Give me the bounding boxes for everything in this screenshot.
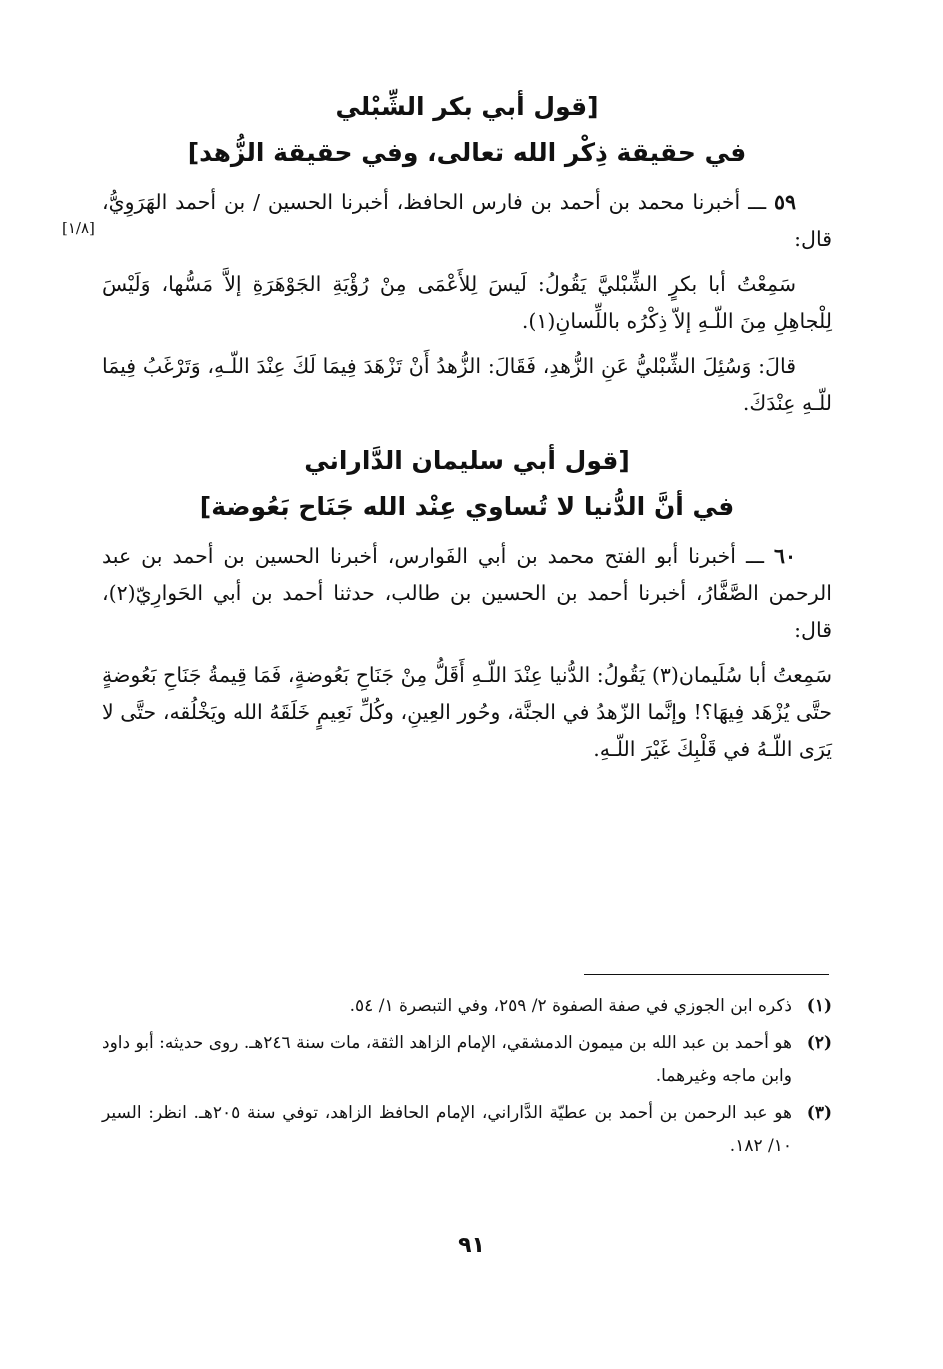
entry-number: ٦٠ [773, 544, 796, 568]
footnote-text: هو عبد الرحمن بن أحمد بن عطيّة الدَّاراني، الإمام الحافظ الزاهد، توفي سنة ٢٠٥هـ. انظر: السير ١٠/ ١٨٢. [102, 1103, 792, 1156]
footnote-item [102, 1027, 832, 1093]
isnad-text: ـــ أخبرنا أبو الفتح محمد بن أبي الفَوارس، أخبرنا الحسين بن أحمد بن عبد الرحمن الصَّفَّارُ، أخبرنا أحمد بن الحسين بن طالب، حدثنا أحمد بن أبي الحَوارِيّ(٢)، قال: [102, 544, 832, 642]
page-number: ٩١ [458, 1233, 485, 1258]
entry-60-isnad [102, 538, 832, 649]
section-spacer [102, 422, 832, 438]
footnote-divider [584, 974, 829, 975]
footnote-text: هو أحمد بن عبد الله بن ميمون الدمشقي، الإمام الزاهد الثقة، مات سنة ٢٤٦هـ. روى حديثه: أبو داود وابن ماجه وغيرهما. [102, 1033, 792, 1086]
entry-59-quote2: قالَ: وَسُئِلَ الشِّبْليُّ عَنِ الزُّهدِ، فَقَالَ: الزُّهدُ أَنْ تَزْهَدَ فِيمَا لَكَ عِنْدَ اللّـهِ، وَتَرْغَبُ فِيمَا للّـهِ عِنْدَكَ. [102, 354, 832, 415]
footnote-item [102, 990, 832, 1023]
isnad-text: ـــ أخبرنا محمد بن أحمد بن فارس الحافظ، أخبرنا الحسين / بن أحمد الهَرَوِيُّ، قال: [102, 190, 832, 251]
section2-heading-line1: [قول أبي سليمان الدَّاراني [304, 446, 630, 475]
section1-heading-line1: [قول أبي بكر الشِّبْلي [335, 92, 599, 121]
entry-number: ٥٩ [773, 190, 796, 214]
footnote-mark: (٣) [806, 1103, 832, 1123]
entry-59-isnad [102, 184, 832, 258]
footnotes [102, 990, 832, 1167]
entry-60-quote: سَمِعتُ أبا سُلَيمان(٣) يَقُولُ: الدُّنيا عِنْدَ اللّـهِ أَقَلُّ مِنْ جَنَاحِ بَعُوضةٍ، فَمَا قِيمةُ جَنَاحِ بَعُوضةٍ حتَّى يُزْهَد فِيهَا؟! وإنَّما الزّهدُ في الجنَّة، وحُور العِينِ، وكُلِّ نَعِيمٍ خَلَقَهُ الله ويَخْلُقه، حتَّى لا يَرَى اللّـهُ في قَلْبِكَ غَيْرَ اللّـهِ. [102, 663, 832, 761]
section2-heading-line2: في أنَّ الدُّنيا لا تُساوي عِنْد الله جَنَاح بَعُوضة] [199, 492, 735, 521]
footnote-text: ذكره ابن الجوزي في صفة الصفوة ٢/ ٢٥٩، وفي التبصرة ١/ ٥٤. [349, 996, 792, 1016]
section1-heading-line2: في حقيقة ذِكْر الله تعالى، وفي حقيقة الزُّهد] [187, 138, 747, 167]
entry-59-quote1: سَمِعْتُ أبا بكرٍ الشِّبْليَّ يَقُولُ: لَيسَ لِلأَعْمَى مِنْ رُؤْيَةِ الجَوْهَرَةِ إلاَّ مَسُّها، وَلَيْسَ لِلْجاهِلِ مِنَ اللّـهِ إلاّ ذِكْرُه باللِّسانِ(١). [102, 272, 832, 333]
page-body [102, 84, 832, 768]
footnote-mark: (٢) [806, 1033, 832, 1053]
footnote-item [102, 1097, 832, 1163]
manuscript-folio-note: [١/٨] [62, 219, 95, 237]
footnote-mark: (١) [806, 996, 832, 1016]
